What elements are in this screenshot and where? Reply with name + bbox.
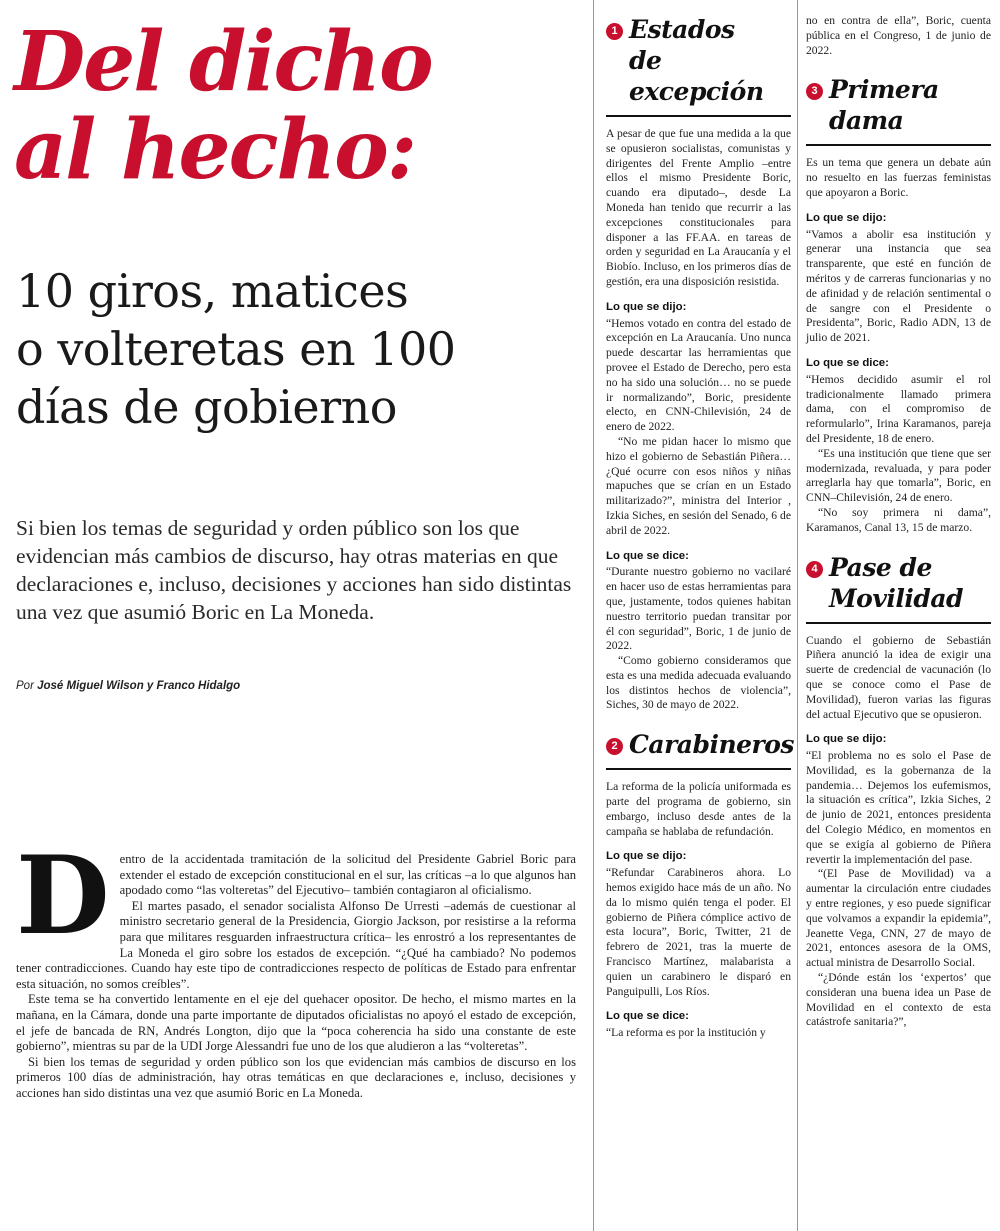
section-intro: Cuando el gobierno de Sebastián Piñera anunció la idea de exigir una suerte de credencial de vacunación (lo que se conoce como el Pase de Movilidad), fueron varias las figuras del actual Ejecutivo que se opusieron.: [806, 633, 991, 721]
quote: “Hemos votado en contra del estado de excepción en La Araucanía. Uno nunca puede descartar las herramientas que provee el Estado de Derecho, pero esta no ha sido una solución… no se puede ir normalizando”, Boric, presidente electo, en CNN-Chilevisión, 24 de enero de 2022.: [606, 316, 791, 434]
section-number-badge: 3: [806, 83, 823, 100]
section-number-badge: 1: [606, 23, 623, 40]
quote: “¿Dónde están los ‘expertos’ que consideran una buena idea un Pase de Movilidad en el contexto de esta catástrofe sanitaria?”,: [806, 971, 991, 1029]
section-title-rule: [806, 622, 991, 624]
column-divider: [593, 0, 594, 1231]
lede-paragraph: Si bien los temas de seguridad y orden público son los que evidencian más cambios de discurso, hay otras materias en que declaraciones e, incluso, decisiones y acciones han sido distintas una vez que asumió Boric en La Moneda.: [16, 516, 572, 624]
byline: [16, 680, 516, 692]
subheadline: [16, 262, 586, 436]
section-title: [629, 14, 791, 107]
section-title-rule: [806, 144, 991, 146]
quote: “Hemos decidido asumir el rol tradicionalmente llamado primera dama, con el compromiso de reformularlo”, Irina Karamanos, pareja del Presidente, 18 de enero.: [806, 372, 991, 445]
section-intro: A pesar de que fue una medida a la que se opusieron socialistas, comunistas y dirigentes del Frente Amplio –entre ellos el mismo Presidente Boric, cuando era diputado–, desde La Moneda han tenido que recurrir a las excepciones constitucionales para disponer a las FF.AA. en tareas de orden y seguridad en La Araucanía y el Biobío. Incluso, en los primeros días de gestión, era una disposición resistida.: [606, 127, 791, 288]
section-title-rule: [606, 768, 791, 770]
body-paragraph: entro de la accidentada tramitación de la solicitud del Presidente Gabriel Boric para extender el estado de excepción constitucional en el sur, las críticas –a lo que algunos han apodado como “las volteretas” del Ejecutivo– también contagiaron al oficialismo.: [119, 852, 576, 898]
section-title-line: Movilidad: [829, 583, 964, 613]
column-divider: [797, 0, 798, 1231]
said-label: Lo que se dijo:: [806, 733, 887, 746]
section-title-line: Carabineros: [629, 730, 794, 760]
section-title-rule: [606, 115, 791, 117]
quote: “No me pidan hacer lo mismo que hizo el gobierno de Sebastián Piñera… ¿Qué ocurre con esos niños y niñas mapuches que se crían en un Estado militarizado?”, ministra del Interior , Izkia Siches, en sesión del Senado, 6 de abril de 2022.: [606, 434, 791, 537]
body-paragraph: El martes pasado, el senador socialista Alfonso De Urresti –además de cuestionar al ministro secretario general de la Presidencia, Giorgio Jackson, por resistirse a la reforma para que militares resguarden infraestructura crítica– les enrostró a los representantes de La Moneda el giro sobre los estados de excepción. “¿Qué ha cambiado? No podemos tener contradicciones. Cuando hay este tipo de contradicciones respecto de políticas de Estado para enfrentar esta situación, no somos creíbles”.: [16, 898, 576, 991]
section-title: [829, 74, 939, 136]
section-title-line: dama: [829, 106, 904, 136]
section-title-line: Pase de: [829, 552, 932, 582]
section-heading: [606, 14, 791, 107]
section-primera-dama: [806, 74, 991, 535]
spacer: [806, 58, 991, 74]
section-estados-de-excepcion: [606, 14, 791, 713]
section-heading: [806, 74, 991, 136]
quote: “Es una institución que tiene que ser modernizada, revaluada, y para poder arreglarla hay que tomarla”, Boric, en CNN–Chilevisión, 24 de enero.: [806, 446, 991, 505]
says-label: Lo que se dice:: [606, 549, 689, 562]
said-label: Lo que se dijo:: [606, 850, 687, 863]
quote: “La reforma es por la institución y: [606, 1026, 766, 1040]
section-number-badge: 4: [806, 561, 823, 578]
byline-prefix: Por: [16, 680, 34, 692]
body-paragraph: Este tema se ha convertido lentamente en el eje del quehacer opositor. De hecho, el mismo martes en la mañana, en la Cámara, donde una parte importante de diputados oficialistas no apoyó el estado de excepción, el jefe de bancada de RN, Andrés Longton, dijo que la “poca coherencia ha sido una constante de este gobierno”, mientras su par de la UDI Jorge Alessandri fue uno de los que aludieron a las “volteretas”.: [16, 992, 576, 1054]
section-title-line: Estados: [629, 15, 735, 44]
spacer: [606, 713, 791, 729]
quote: “(El Pase de Movilidad) va a aumentar la circulación entre ciudades y entre regiones, y eso puede significar que volvamos a expandir la epidemia”, Jeanette Vega, CNN, 27 de mayo de 2021, entonces asesora de la OMS, actual ministra de Desarrollo Social.: [806, 867, 991, 970]
section-carabineros: [606, 729, 794, 1041]
said-label: Lo que se dijo:: [806, 211, 887, 224]
section-title: [629, 729, 794, 760]
quote: “Vamos a abolir esa institución y generar una instancia que sea transparente, que esté en función de méritos y de carreras funcionarias y no de afinidad y de relación sentimental o de sangre con el Presidente o Presidenta”, Boric, Radio ADN, 13 de julio de 2021.: [806, 227, 991, 345]
section-intro: La reforma de la policía uniformada es parte del programa de gobierno, sin embargo, incluso desde antes de la campaña se hablaba de refundación.: [606, 780, 791, 838]
section-intro: Es un tema que genera un debate aún no resuelto en las fuerzas feministas que apoyaron a Boric.: [806, 156, 991, 199]
byline-authors: José Miguel Wilson y Franco Hidalgo: [37, 680, 241, 692]
headline-line-2: al hecho:: [14, 102, 416, 198]
said-label: Lo que se dijo:: [606, 300, 687, 313]
article-body: [16, 833, 576, 1102]
body-paragraph: Si bien los temas de seguridad y orden público son los que evidencian más cambios de discurso en los primeros 100 días de administración, hay otras temáticas en que declaraciones e, incluso, decisiones y acciones han sido distintas una vez que asumió Boric en La Moneda.: [16, 1054, 576, 1100]
sidebar-column-1: [606, 14, 794, 1041]
quote: “Como gobierno consideramos que esta es una medida adecuada evaluando los distintos hechos de violencia”, Siches, 30 de mayo de 2022.: [606, 654, 791, 712]
sidebar-column-2: [806, 14, 991, 1030]
section-heading: [806, 552, 991, 614]
quote: “No soy primera ni dama”, Karamanos, Canal 13, 15 de marzo.: [806, 505, 991, 534]
says-label: Lo que se dice:: [606, 1010, 689, 1023]
subheadline-line-2: o volteretas en 100: [16, 322, 456, 376]
drop-cap: D: [16, 833, 110, 959]
headline-line-1: Del dicho: [14, 14, 432, 110]
quote-continued: no en contra de ella”, Boric, cuenta pública en el Congreso, 1 de junio de 2022.: [806, 14, 991, 57]
subheadline-line-1: 10 giros, matices: [16, 264, 409, 318]
section-pase-de-movilidad: [806, 552, 991, 1031]
quote: “Refundar Carabineros ahora. Lo hemos exigido hace más de un año. No da lo mismo quién tenga el poder. El gobierno de Piñera cómplice activo de esta locura”, Boric, Twitter, 21 de febrero de 2021, tras la muerte de Francisco Martínez, malabarista a quien un carabinero le disparó en Panguipulli, Los Ríos.: [606, 866, 791, 998]
headline: [14, 14, 584, 198]
spacer: [806, 536, 991, 552]
section-title: [829, 552, 963, 614]
subheadline-line-3: días de gobierno: [16, 380, 397, 434]
section-number-badge: 2: [606, 738, 623, 755]
quote: “El problema no es solo el Pase de Movilidad, es la gobernanza de la pandemia… Dejemos los eufemismos, la situación es crítica”, Izkia Siches, 2 de junio de 2021, entonces presidenta del Colegio Médico, en momentos en que se exigía al gobierno de Piñera revertir la implementación del pase.: [806, 749, 991, 866]
section-heading: [606, 729, 794, 760]
quote: “Durante nuestro gobierno no vacilaré en hacer uso de estas herramientas para que, justamente, todos quienes habitan nuestro territorio puedan transitar por él con seguridad”, Boric, 1 de junio de 2022.: [606, 565, 791, 653]
section-title-line: de excepción: [629, 46, 764, 106]
says-label: Lo que se dice:: [806, 356, 889, 369]
section-title-line: Primera: [829, 75, 939, 105]
